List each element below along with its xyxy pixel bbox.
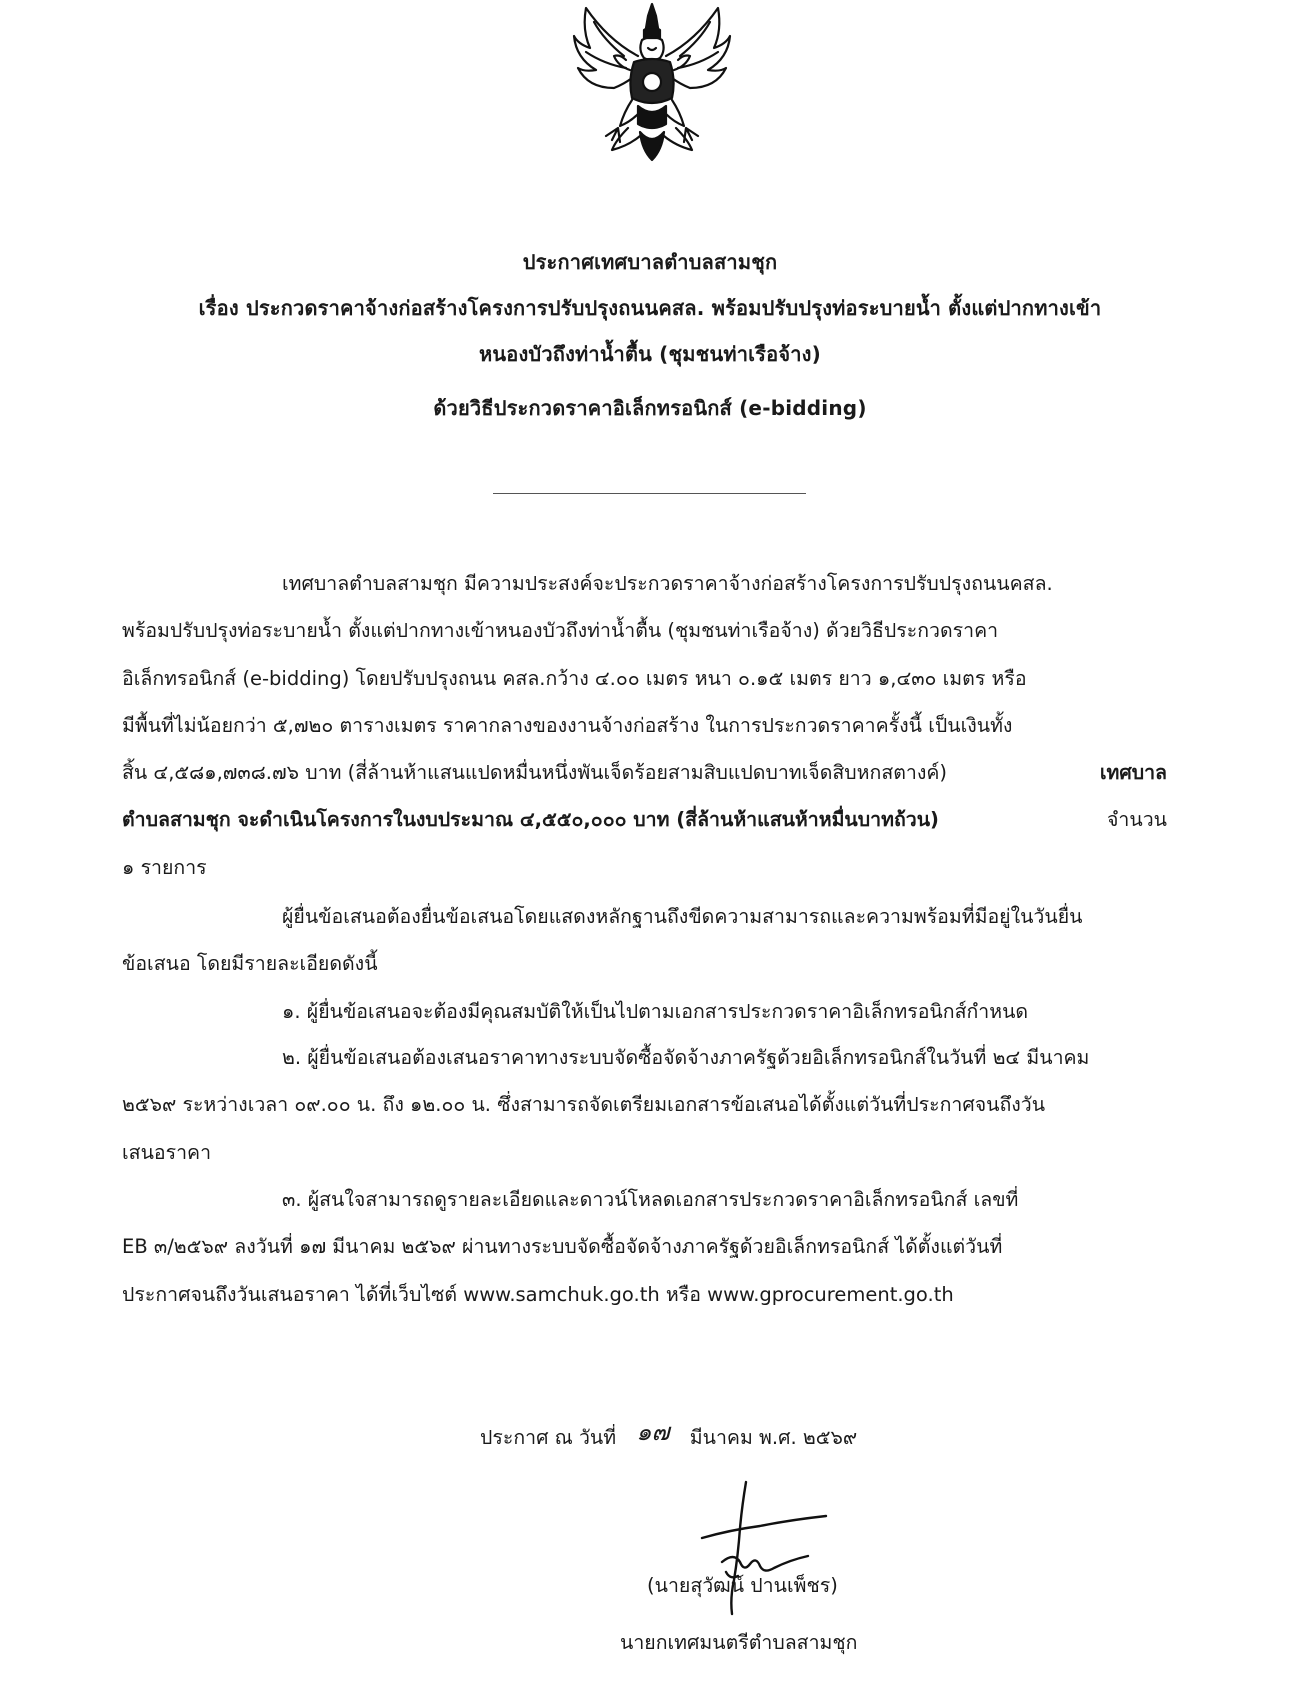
garuda-emblem-icon xyxy=(568,0,736,172)
subject-line-2: หนองบัวถึงท่าน้ำตื้น (ชุมชนท่าเรือจ้าง) xyxy=(479,342,821,366)
announcement-month-year: มีนาคม พ.ศ. ๒๕๖๙ xyxy=(689,1426,858,1449)
requirement-item-3-line-2: EB ๓/๒๕๖๙ ลงวันที่ ๑๗ มีนาคม ๒๕๖๙ ผ่านทางระบบจัดซื้อจัดจ้างภาครัฐด้วยอิเล็กทรอนิกส์ ได้ตั้งแต่วันที่ xyxy=(122,1235,1003,1258)
requirement-item-3-line-3: ประกาศจนถึงวันเสนอราคา ได้ที่เว็บไซต์ www.samchuk.go.th หรือ www.gprocurement.go.th xyxy=(122,1283,954,1306)
quantity-label: จำนวน xyxy=(1107,808,1167,831)
requirement-item-2-line-2: ๒๕๖๙ ระหว่างเวลา ๐๙.๐๐ น. ถึง ๑๒.๐๐ น. ซึ่งสามารถจัดเตรียมเอกสารข้อเสนอได้ตั้งแต่วันที่ประกาศจนถึงวัน xyxy=(122,1093,1046,1116)
paragraph-1-line-6 xyxy=(122,810,1167,830)
paragraph-1-line-1: เทศบาลตำบลสามชุก มีความประสงค์จะประกวดราคาจ้างก่อสร้างโครงการปรับปรุงถนนคสล. xyxy=(282,572,1053,595)
paragraph-1-line-3: อิเล็กทรอนิกส์ (e-bidding) โดยปรับปรุงถนน คสล.กว้าง ๔.๐๐ เมตร หนา ๐.๑๕ เมตร ยาว ๑,๔๓๐ เมตร หรือ xyxy=(122,667,1027,690)
announcement-date-line xyxy=(480,1418,858,1449)
paragraph-2-line-1: ผู้ยื่นข้อเสนอต้องยื่นข้อเสนอโดยแสดงหลักฐานถึงขีดความสามารถและความพร้อมที่มีอยู่ในวันยื่น xyxy=(282,905,1083,928)
requirement-item-2-line-1: ๒. ผู้ยื่นข้อเสนอต้องเสนอราคาทางระบบจัดซื้อจัดจ้างภาครัฐด้วยอิเล็กทรอนิกส์ในวันที่ ๒๔ มีนาคม xyxy=(282,1046,1090,1069)
paragraph-2-line-2: ข้อเสนอ โดยมีรายละเอียดดังนี้ xyxy=(122,952,378,975)
paragraph-1-line-5 xyxy=(122,763,1167,783)
announcement-day-handwritten: ๑๗ xyxy=(636,1418,670,1446)
paragraph-1-line-7: ๑ รายการ xyxy=(122,856,207,879)
municipality-label-start: เทศบาล xyxy=(1099,761,1167,784)
paragraph-1-line-4: มีพื้นที่ไม่น้อยกว่า ๕,๗๒๐ ตารางเมตร ราคากลางของงานจ้างก่อสร้าง ในการประกวดราคาครั้งนี้ เป็นเงินทั้ง xyxy=(122,714,1013,737)
reference-price-text: สิ้น ๔,๕๘๑,๗๓๘.๗๖ บาท (สี่ล้านห้าแสนแปดหมื่นหนึ่งพันเจ็ดร้อยสามสิบแปดบาทเจ็ดสิบหกสตางค์) xyxy=(122,761,948,784)
paragraph-1-line-2: พร้อมปรับปรุงท่อระบายน้ำ ตั้งแต่ปากทางเข้าหนองบัวถึงท่าน้ำตื้น (ชุมชนท่าเรือจ้าง) ด้วยวิธีประกวดราคา xyxy=(122,619,999,642)
subject-line-3: ด้วยวิธีประกวดราคาอิเล็กทรอนิกส์ (e-bidding) xyxy=(433,396,867,420)
announcement-title: ประกาศเทศบาลตำบลสามชุก xyxy=(522,250,778,274)
subject-line-1: เรื่อง ประกวดราคาจ้างก่อสร้างโครงการปรับปรุงถนนคสล. พร้อมปรับปรุงท่อระบายน้ำ ตั้งแต่ปากทางเข้า xyxy=(198,296,1102,320)
requirement-item-2-line-3: เสนอราคา xyxy=(122,1141,212,1164)
requirement-item-3-line-1: ๓. ผู้สนใจสามารถดูรายละเอียดและดาวน์โหลดเอกสารประกวดราคาอิเล็กทรอนิกส์ เลขที่ xyxy=(282,1188,1019,1211)
title-divider xyxy=(493,493,806,494)
announcement-date-prefix: ประกาศ ณ วันที่ xyxy=(480,1426,617,1449)
signer-name: (นายสุวัฒน์ ปานเพ็ชร) xyxy=(647,1574,838,1597)
budget-text: ตำบลสามชุก จะดำเนินโครงการในงบประมาณ ๔,๕๕๐,๐๐๐ บาท (สี่ล้านห้าแสนห้าหมื่นบาทถ้วน) xyxy=(122,808,939,831)
requirement-item-1: ๑. ผู้ยื่นข้อเสนอจะต้องมีคุณสมบัติให้เป็นไปตามเอกสารประกวดราคาอิเล็กทรอนิกส์กำหนด xyxy=(282,1000,1029,1023)
signer-position: นายกเทศมนตรีตำบลสามชุก xyxy=(620,1631,858,1654)
